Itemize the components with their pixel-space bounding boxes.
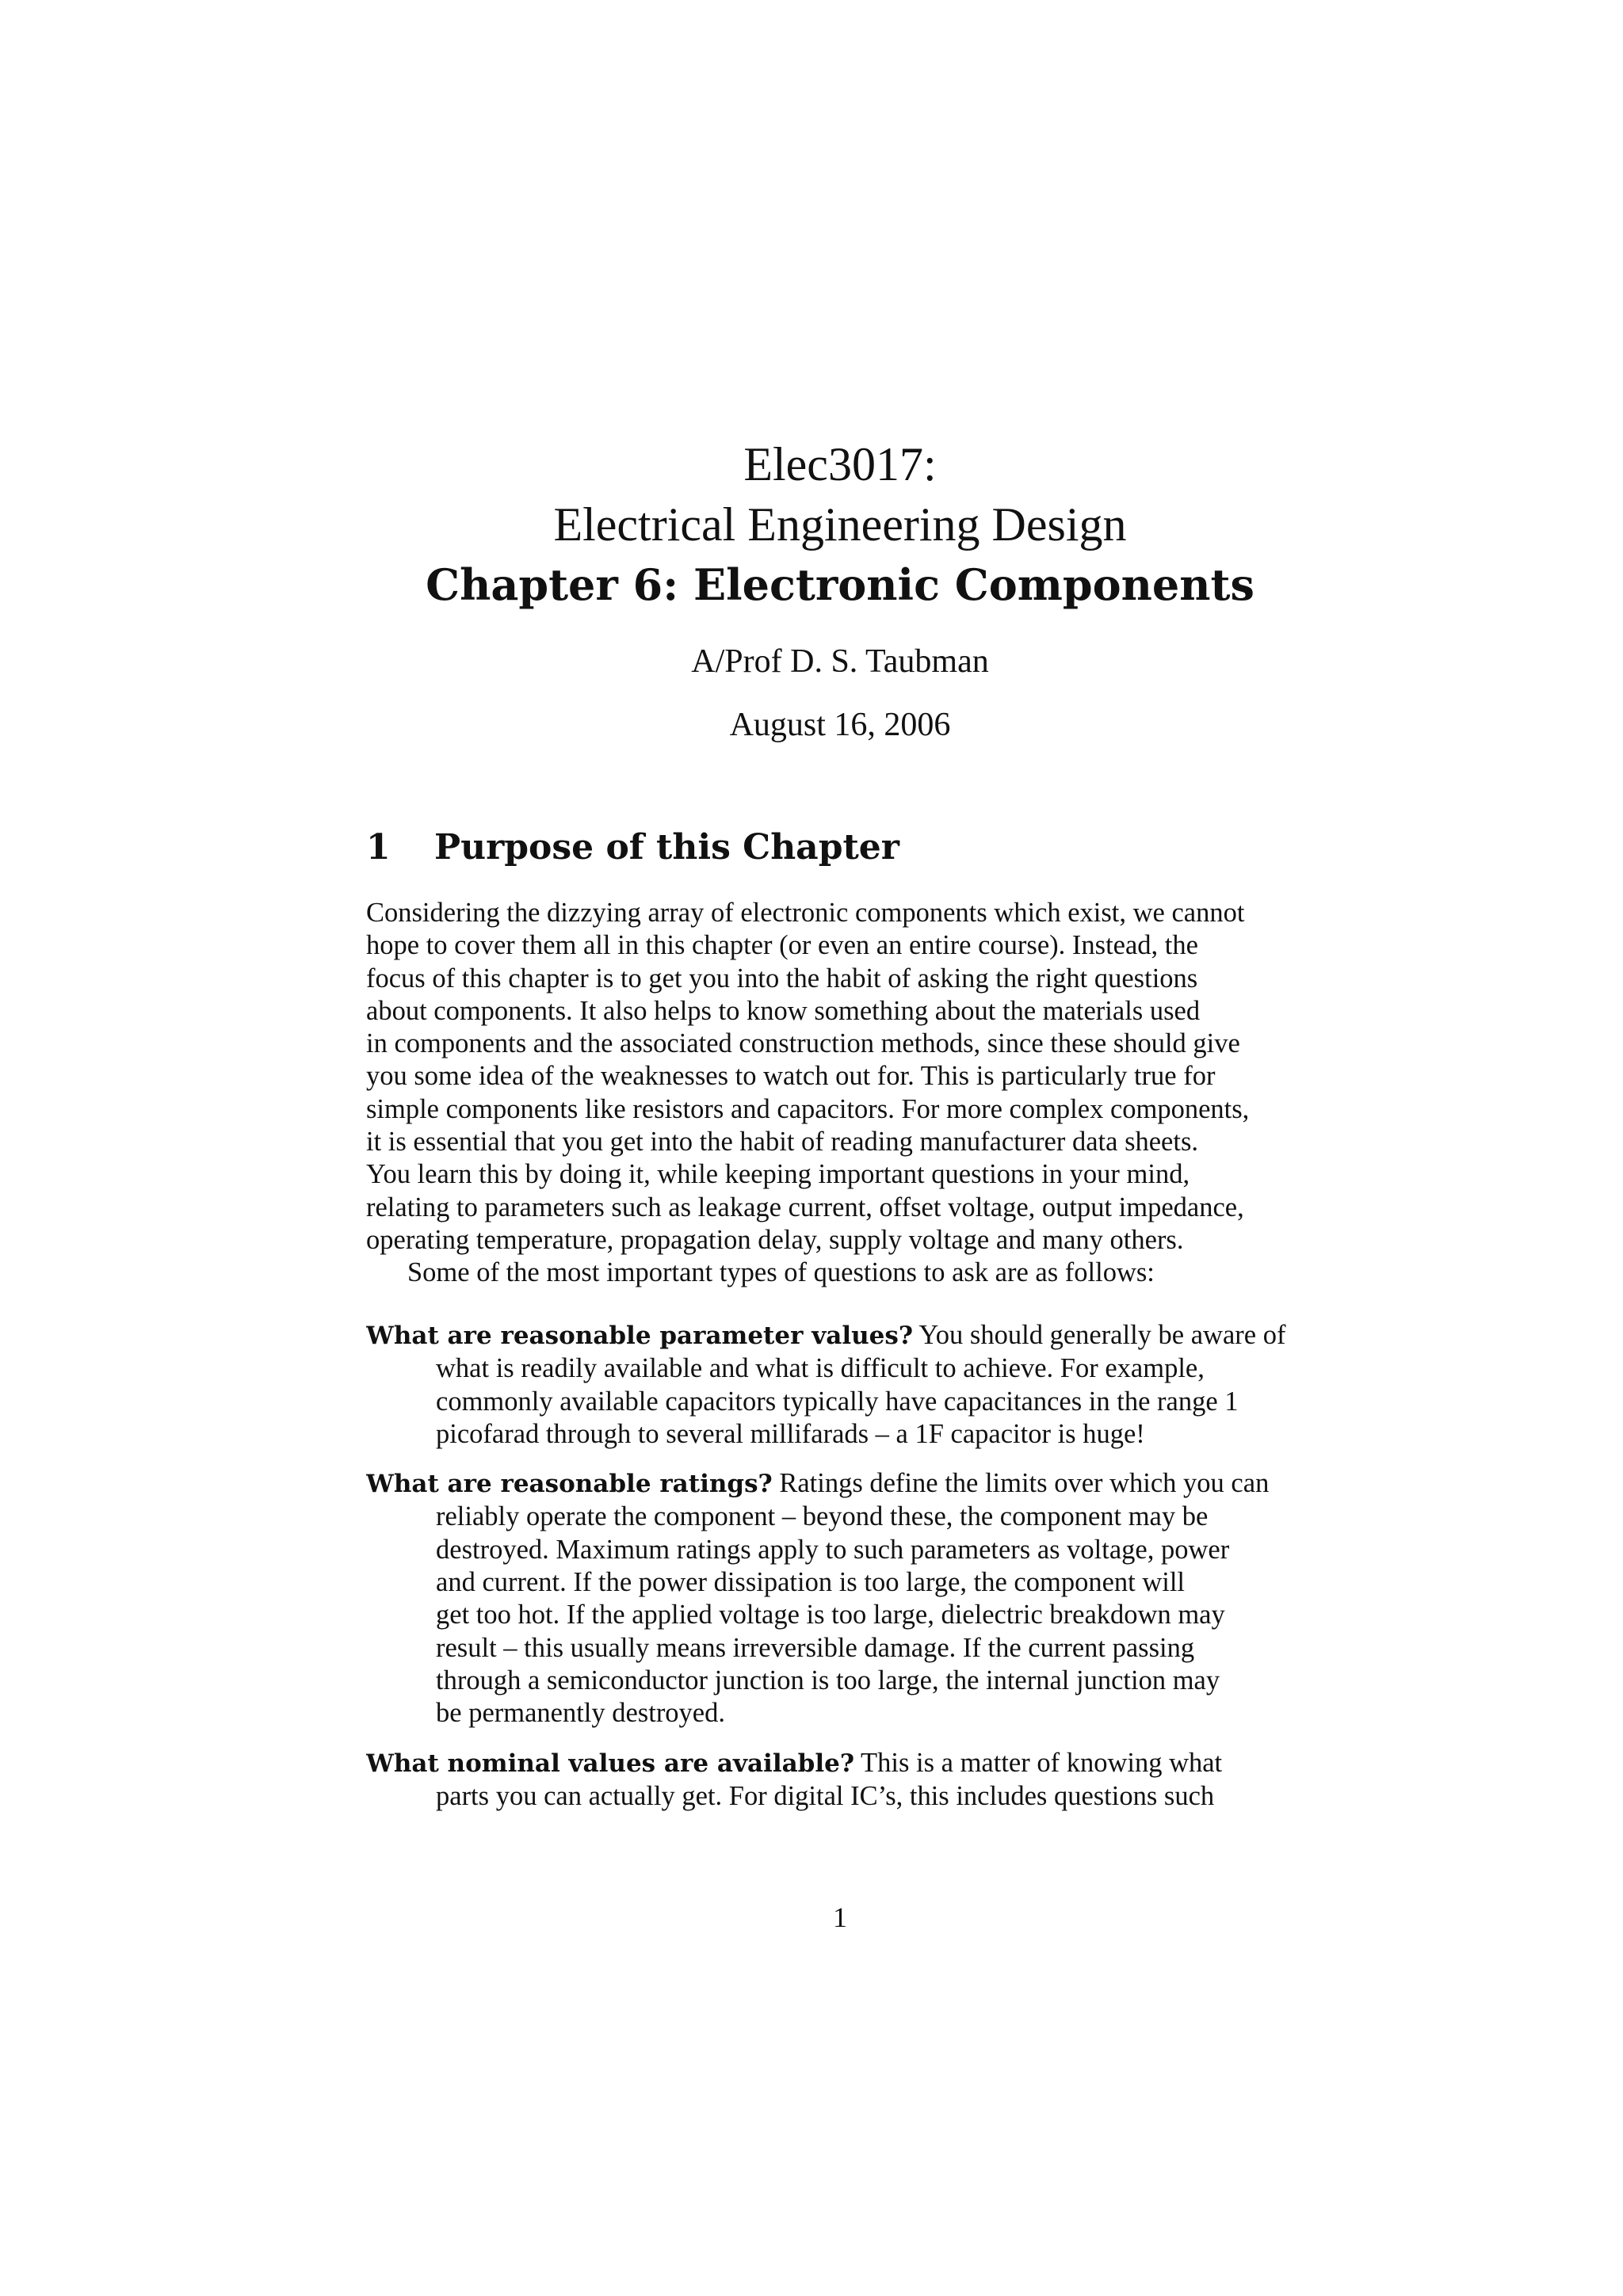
question-line: through a semiconductor junction is too large, the internal junction may (436, 1665, 1220, 1695)
section-number: 1 (366, 827, 391, 868)
intro-line: operating temperature, propagation delay, supply voltage and many others. (366, 1224, 1184, 1255)
intro-line: hope to cover them all in this chapter (or even an entire course). Instead, the (366, 930, 1198, 961)
question-term: What nominal values are available? (366, 1749, 855, 1778)
question-line: destroyed. Maximum ratings apply to such parameters as voltage, power (436, 1534, 1230, 1565)
intro-line: in components and the associated construction methods, since these should give (366, 1028, 1240, 1059)
title-block (0, 434, 1623, 746)
question-line: picofarad through to several millifarads – a 1F capacitor is huge! (436, 1418, 1145, 1449)
question-first-line (366, 1467, 1311, 1501)
question-item (366, 1747, 1311, 1814)
question-line: result – this usually means irreversible damage. If the current passing (436, 1632, 1195, 1663)
question-line: commonly available capacitors typically have capacitances in the range 1 (436, 1386, 1239, 1417)
question-list (366, 1319, 1311, 1829)
intro-line: focus of this chapter is to get you into the habit of asking the right questions (366, 963, 1198, 994)
intro-paragraph (366, 897, 1311, 1290)
question-line: be permanently destroyed. (436, 1698, 725, 1729)
intro-line: Considering the dizzying array of electronic components which exist, we cannot (366, 898, 1245, 928)
question-line: what is readily available and what is difficult to achieve. For example, (436, 1353, 1205, 1384)
question-item (366, 1467, 1311, 1730)
question-first-line (366, 1319, 1311, 1352)
question-item (366, 1319, 1311, 1451)
question-first-line (366, 1747, 1311, 1780)
question-term: What are reasonable ratings? (366, 1470, 773, 1499)
intro-line: you some idea of the weaknesses to watch out for. This is particularly true for (366, 1061, 1216, 1092)
chapter-title: Chapter 6: Electronic Components (426, 559, 1254, 610)
page-number: 1 (833, 1901, 847, 1933)
author: A/Prof D. S. Taubman (691, 643, 989, 680)
course-title: Electrical Engineering Design (553, 498, 1127, 551)
question-text: This is a matter of knowing what (861, 1747, 1223, 1778)
course-code: Elec3017: (743, 438, 937, 490)
question-line: get too hot. If the applied voltage is too large, dielectric breakdown may (436, 1600, 1225, 1630)
question-line: and current. If the power dissipation is too large, the component will (436, 1567, 1186, 1598)
section-title: Purpose of this Chapter (434, 827, 899, 868)
date: August 16, 2006 (729, 707, 951, 743)
question-text: Ratings define the limits over which you can (779, 1468, 1270, 1499)
intro-line: relating to parameters such as leakage current, offset voltage, output impedance, (366, 1192, 1244, 1222)
question-text: You should generally be aware of (918, 1320, 1286, 1350)
question-term: What are reasonable parameter values? (366, 1322, 913, 1350)
section-heading (366, 824, 1317, 871)
question-line: reliably operate the component – beyond these, the component may be (436, 1501, 1209, 1532)
intro-line: about components. It also helps to know something about the materials used (366, 995, 1201, 1026)
intro-line: You learn this by doing it, while keeping important questions in your mind, (366, 1159, 1190, 1190)
intro-line: it is essential that you get into the habit of reading manufacturer data sheets. (366, 1127, 1199, 1158)
intro-second-paragraph: Some of the most important types of questions to ask are as follows: (407, 1257, 1155, 1288)
intro-line: simple components like resistors and capacitors. For more complex components, (366, 1093, 1250, 1124)
question-line: parts you can actually get. For digital IC’s, this includes questions such (436, 1780, 1215, 1811)
